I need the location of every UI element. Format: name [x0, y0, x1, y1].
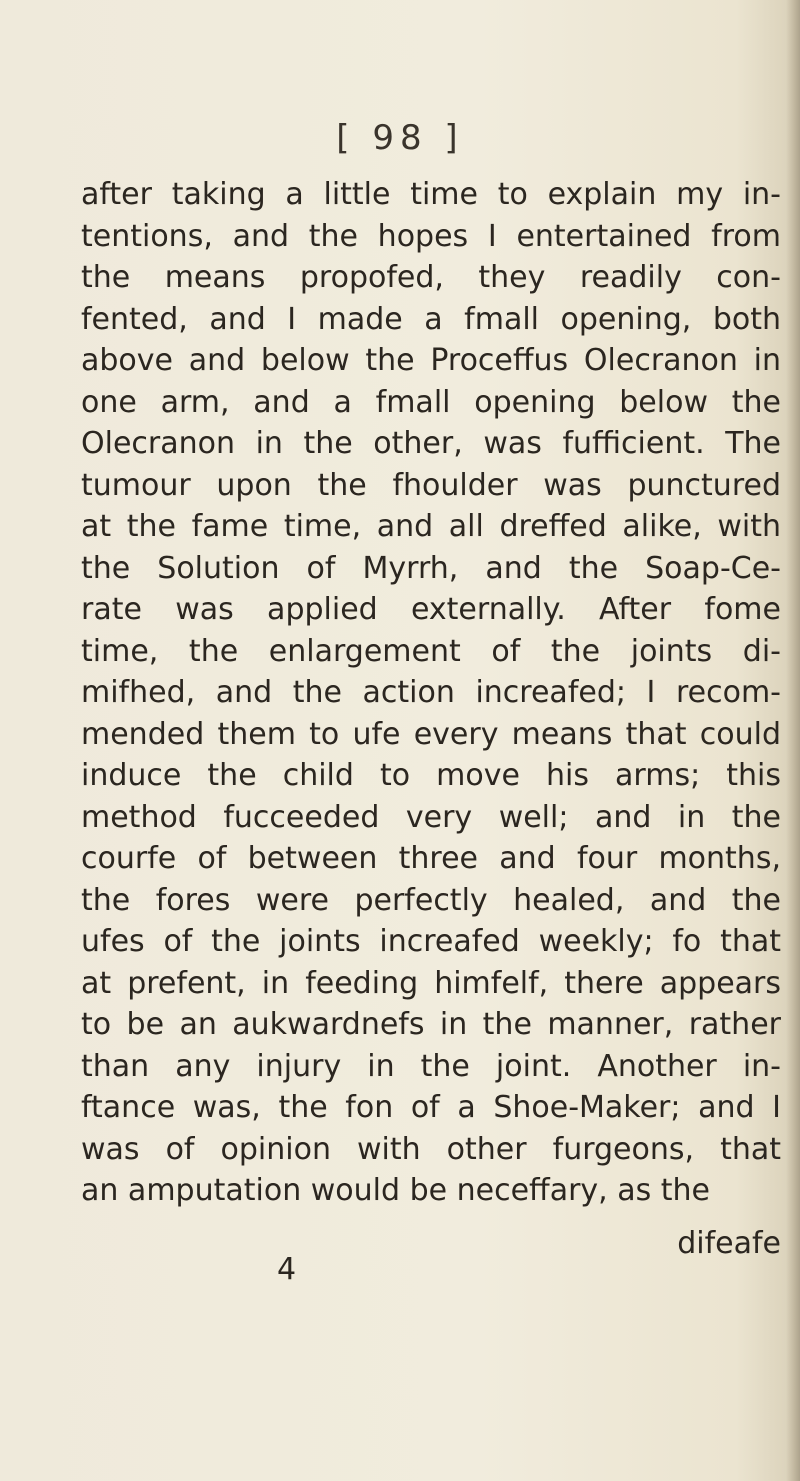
signature-mark: 4 — [277, 1252, 297, 1287]
text-line: tumour upon the fhoulder was punctured — [81, 467, 781, 503]
page-edge-shadow — [786, 0, 800, 1481]
text-line: mended them to ufe every means that could — [81, 716, 781, 752]
text-line: above and below the Proceffus Olecranon in — [81, 343, 781, 378]
text-line: the fores were perfectly healed, and the — [81, 882, 781, 918]
text-line: induce the child to move his arms; this — [81, 758, 781, 793]
text-line: tentions, and the hopes I entertained from — [81, 218, 781, 254]
text-line: Olecranon in the other, was fufficient. The — [81, 426, 781, 461]
text-line: one arm, and a fmall opening below the — [81, 384, 781, 420]
text-line: than any injury in the joint. Another in- — [81, 1048, 781, 1084]
text-line: the Solution of Myrrh, and the Soap-Ce- — [81, 550, 781, 586]
text-line: an amputation would be neceffary, as the — [81, 1173, 711, 1208]
text-line: at the fame time, and all dreffed alike, with — [81, 509, 781, 544]
text-line: time, the enlargement of the joints di- — [81, 633, 781, 669]
text-line: after taking a little time to explain my in- — [81, 177, 781, 212]
text-line: fented, and I made a fmall opening, both — [81, 301, 781, 337]
text-line: rate was applied externally. After fome — [81, 592, 781, 627]
catchword: difeafe — [677, 1226, 781, 1261]
text-line: courfe of between three and four months, — [81, 841, 781, 876]
text-line: ftance was, the fon of a Shoe-Maker; and I — [81, 1090, 781, 1125]
body-text — [81, 174, 781, 1212]
text-line: mifhed, and the action increafed; I recom- — [81, 675, 781, 710]
text-line: at prefent, in feeding himfelf, there appears — [81, 965, 781, 1001]
text-line: to be an aukwardnefs in the manner, rather — [81, 1007, 781, 1042]
text-line: method fucceeded very well; and in the — [81, 799, 781, 835]
text-line: ufes of the joints increafed weekly; fo that — [81, 924, 781, 959]
text-line: was of opinion with other furgeons, that — [81, 1131, 781, 1167]
page-number-header: [ 98 ] — [336, 118, 464, 158]
text-line: the means propofed, they readily con- — [81, 260, 781, 295]
page-footer — [81, 1226, 781, 1304]
